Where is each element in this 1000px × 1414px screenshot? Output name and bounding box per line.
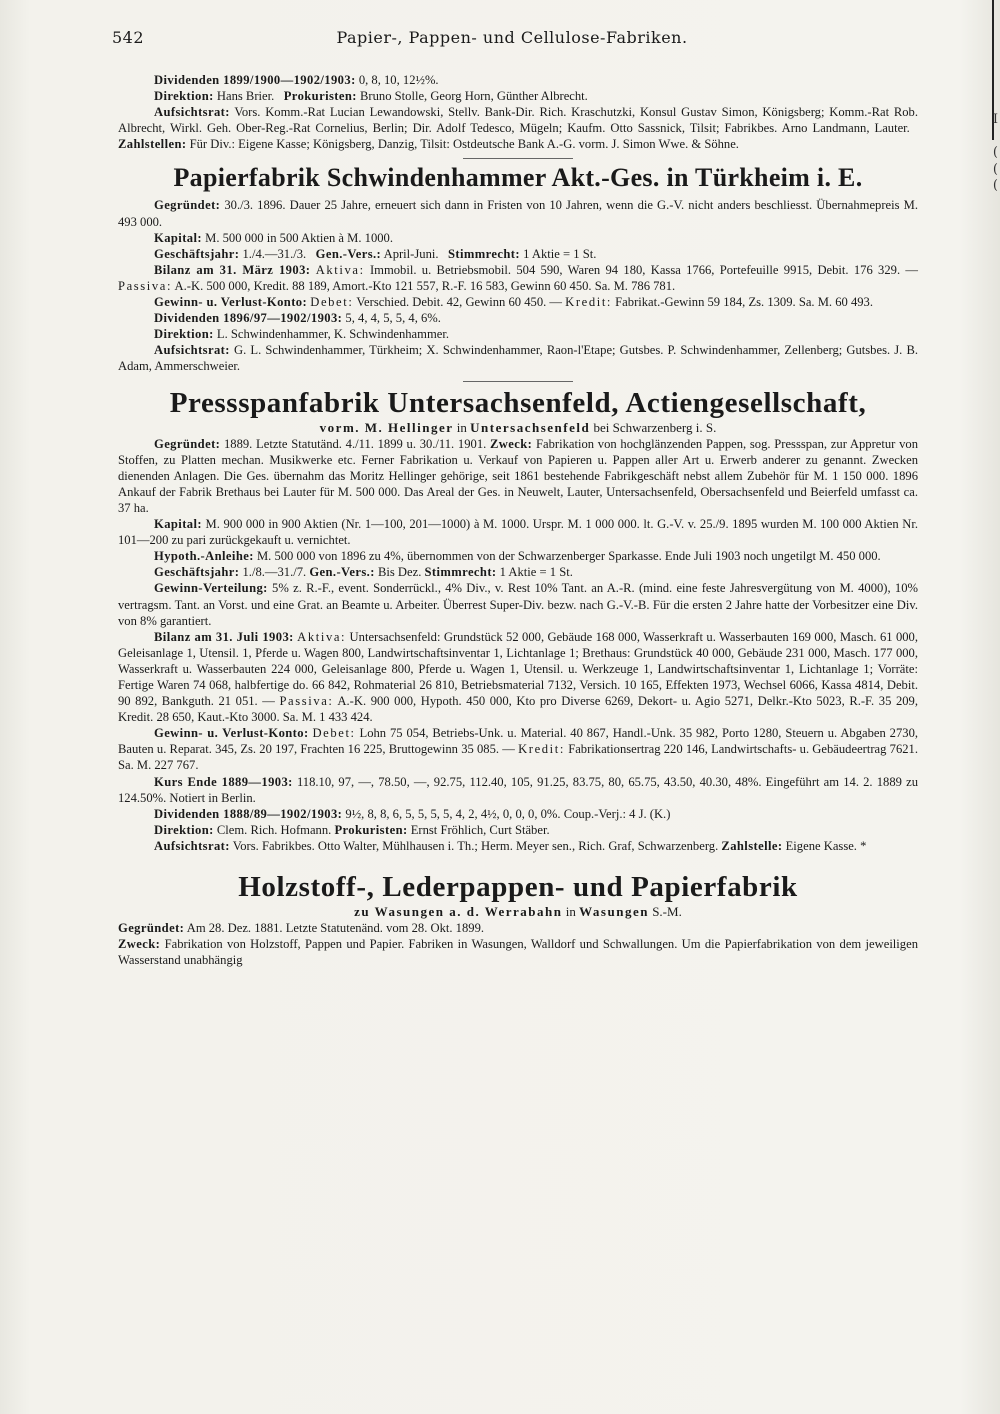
entry-subtitle: zu Wasungen a. d. Werrabahn in Wasungen S.-M.	[354, 904, 682, 920]
prev-dividenden: Dividenden 1899/1900—1902/1903: 0, 8, 10, 12½%.	[154, 73, 439, 87]
divider	[463, 381, 573, 382]
edge-mark: I	[992, 112, 998, 127]
geschaeftsjahr: Geschäftsjahr: 1./8.—31./7. Gen.-Vers.: Bis Dez. Stimmrecht: 1 Aktie = 1 St.	[154, 565, 573, 580]
divider	[463, 158, 573, 159]
gegruendet: Gegründet: Am 28. Dez. 1881. Letzte Statutenänd. vom 28. Okt. 1899.	[118, 921, 485, 936]
dividenden: Dividenden 1888/89—1902/1903: 9½, 8, 8, 6, 5, 5, 5, 5, 4, 2, 4½, 0, 0, 0, 0%. Coup.-Verj.: 4 J. (K.)	[154, 806, 671, 821]
zweck: Zweck: Fabrikation von Holzstoff, Pappen und Papier. Fabriken in Wasungen, Walldorf und Schwallungen. Um die Papierfabrikation von dem jeweiligen Wasserstand unabhängig	[118, 937, 918, 968]
kapital: Kapital: M. 500 000 in 500 Aktien à M. 1000.	[154, 230, 393, 245]
entry-title: Pressspanfabrik Untersachsenfeld, Actiengesellschaft,	[169, 386, 867, 419]
hypoth-anleihe: Hypoth.-Anleihe: M. 500 000 von 1896 zu 4%, übernommen von der Schwarzenberger Sparkasse. Ende Juli 1903 noch ungetilgt M. 450 000.	[154, 549, 881, 564]
aufsichtsrat: Aufsichtsrat: Vors. Fabrikbes. Otto Walter, Mühlhausen i. Th.; Herm. Meyer sen., Rich. Graf, Schwarzenberg. Zahlstelle: Eigene Kasse. *	[154, 838, 867, 853]
dividenden: Dividenden 1896/97—1902/1903: 5, 4, 4, 5, 5, 4, 6%.	[154, 311, 441, 326]
gewinn-verteilung: Gewinn-Verteilung: 5% z. R.-F., event. Sonderrückl., 4% Div., v. Rest 10% Tant. an A.-R. (mind. eine feste Jahresvergütung von M. 4000), 10% vertragsm. Tant. an Vorst. und eine Grat. an Beamte u. Arbeiter. Überrest Super-Div. bezw. nach G.-V.-B. Für die ersten 2 Jahre hatte der Vorbesitzer eine Div. von 8% garantiert.	[118, 581, 918, 628]
gewinn-verlust: Gewinn- u. Verlust-Konto: Debet: Verschied. Debit. 42, Gewinn 60 450. — Kredit: Fabrikat.-Gewinn 59 184, Zs. 1309. Sa. M. 60 493.	[154, 295, 873, 310]
entry-holzstoff	[118, 872, 918, 968]
spacer	[118, 854, 918, 868]
direktion: Direktion: Clem. Rich. Hofmann. Prokuristen: Ernst Fröhlich, Curt Stäber.	[154, 822, 550, 837]
gegruendet: Gegründet: 1889. Letzte Statutänd. 4./11. 1899 u. 30./11. 1901. Zweck: Fabrikation von hochglänzenden Pappen, sog. Pressspan, zur Appretur von Stoffen, zu Platten mechan. Musikwerke etc. Ferner Fabrikation u. Verkauf von Papieren u. Pappen aller Art u. Erwerb anderer zu genannt. Zwecken dienenden Anlagen. Die Ges. übernahm das Moritz Hellinger gehörige, seit 1861 bestehende Fabrikgeschäft nebst allem Zubehör für M. 1 150 000. 1896 Ankauf der Fabrik Brethaus bei Lauter für M. 500 000. Das Areal der Ges. in Neuwelt, Lauter, Untersachsenfeld, Obersachsenfeld und Beierfeld umfasst ca. 37 ha.	[118, 436, 918, 515]
main-text	[118, 72, 918, 968]
direktion: Direktion: L. Schwindenhammer, K. Schwindenhammer.	[154, 327, 449, 342]
page-number: 542	[112, 28, 145, 47]
kurs: Kurs Ende 1889—1903: 118.10, 97, —, 78.50, —, 92.75, 112.40, 105, 91.25, 83.75, 80, 65.75, 43.50, 40.30, 48%. Eingeführt am 14. 2. 1889 zu 124.50%. Notiert in Berlin.	[118, 774, 918, 805]
edge-mark: (	[992, 178, 998, 193]
geschaeftsjahr: Geschäftsjahr: 1./4.—31./3. Gen.-Vers.: April-Juni. Stimmrecht: 1 Aktie = 1 St.	[154, 246, 597, 261]
prev-entry	[118, 72, 918, 152]
entry-subtitle: vorm. M. Hellinger in Untersachsenfeld bei Schwarzenberg i. S.	[319, 419, 717, 435]
aufsichtsrat: Aufsichtsrat: G. L. Schwindenhammer, Türkheim; X. Schwindenhammer, Raon-l'Etape; Gutsbes. P. Schwindenhammer, Zellenberg; Gutsbes. J. B. Adam, Ammerschweier.	[118, 343, 918, 374]
entry-schwindenhammer	[118, 163, 918, 374]
entry-pressspanfabrik	[118, 388, 918, 855]
running-title: Papier-, Pappen- und Cellulose-Fabriken.	[336, 28, 688, 47]
gegruendet: Gegründet: 30./3. 1896. Dauer 25 Jahre, erneuert sich dann in Fristen von 10 Jahren, wenn die G.-V. nicht anders beschliesst. Übernahmepreis M. 493 000.	[118, 198, 918, 229]
gewinn-verlust: Gewinn- u. Verlust-Konto: Debet: Lohn 75 054, Betriebs-Unk. u. Material. 40 867, Handl.-Unk. 35 982, Porto 1280, Steuern u. Abgaben 2730, Bauten u. Reparat. 345, Zs. 20 197, Frachten 16 225, Bruttogewinn 35 085. — Kredit: Fabrikationsertrag 220 146, Landwirtschafts- u. Gebäudeertrag 7621. Sa. M. 227 767.	[118, 726, 919, 773]
bilanz: Bilanz am 31. Juli 1903: Aktiva: Untersachsenfeld: Grundstück 52 000, Gebäude 168 000, Wasserkraft u. Wasserbauten 169 000, Masch. 61 000, Geleisanlage 1, Utensil. 1, Pferde u. Wagen 800, Landwirtschaftsinventar 1, Lichtanlage 1; Brethaus: Grundstück 40 000, Gebäude 231 000, Masch. 177 000, Wasserkraft u. Wasserbauten 224 000, Geleisanlage 800, Pferde u. Wagen 1, Utensil. u. Werkzeuge 1, Landwirtschaftsinventar 1, Lichtanlage 1; Vorräte: Fertige Waren 74 068, halbfertige do. 66 842, Rohmaterial 26 810, Betriebsmaterial 7132, Versich. 10 165, Effekten 1973, Wechsel 6066, Kassa 4814, Debit. 90 892, Bankguth. 21 051. — Passiva: A.-K. 900 000, Hypoth. 450 000, Kto pro Diverse 6269, Dekort- u. Agio 5271, Delkr.-Kto 5023, R.-F. 35 209, Kredit. 28 650, Kaut.-Kto 3000. Sa. M. 1 433 424.	[118, 629, 918, 725]
entry-title: Holzstoff-, Lederpappen- und Papierfabrik	[238, 871, 798, 904]
kapital: Kapital: M. 900 000 in 900 Aktien (Nr. 1—100, 201—1000) à M. 1000. Urspr. M. 1 000 000. lt. G.-V. v. 25./9. 1895 wurden M. 100 000 Aktien Nr. 101—200 zu pari zurückgekauft u. vernichtet.	[118, 517, 918, 548]
prev-direktion: Direktion: Hans Brier. Prokuristen: Bruno Stolle, Georg Horn, Günther Albrecht.	[154, 89, 588, 104]
edge-mark: (	[992, 162, 998, 177]
entry-title: Papierfabrik Schwindenhammer Akt.-Ges. in Türkheim i. E.	[173, 163, 863, 193]
edge-mark: (	[992, 145, 998, 160]
prev-aufsichtsrat: Aufsichtsrat: Vors. Komm.-Rat Lucian Lewandowski, Stellv. Bank-Dir. Rich. Kraschutzki, Konsul Gustav Simon, Königsberg; Komm.-Rat Rob. Albrecht, Wirkl. Geh. Ober-Reg.-Rat Cornelius, Berlin; Dir. Adolf Tedesco, Mügeln; Kaufm. Otto Sassnick, Tilsit; Fabrikbes. Arno Landmann, Lauter. Zahlstellen: Für Div.: Eigene Kasse; Königsberg, Danzig, Tilsit: Ostdeutsche Bank A.-G. vorm. J. Simon Wwe. & Söhne.	[118, 105, 918, 152]
bilanz: Bilanz am 31. März 1903: Aktiva: Immobil. u. Betriebsmobil. 504 590, Waren 94 180, Kassa 1766, Portefeuille 9915, Debit. 176 329. — Passiva: A.-K. 500 000, Kredit. 88 189, Amort.-Kto 121 557, R.-F. 16 583, Gewinn 60 450. Sa. M. 786 781.	[118, 262, 918, 293]
